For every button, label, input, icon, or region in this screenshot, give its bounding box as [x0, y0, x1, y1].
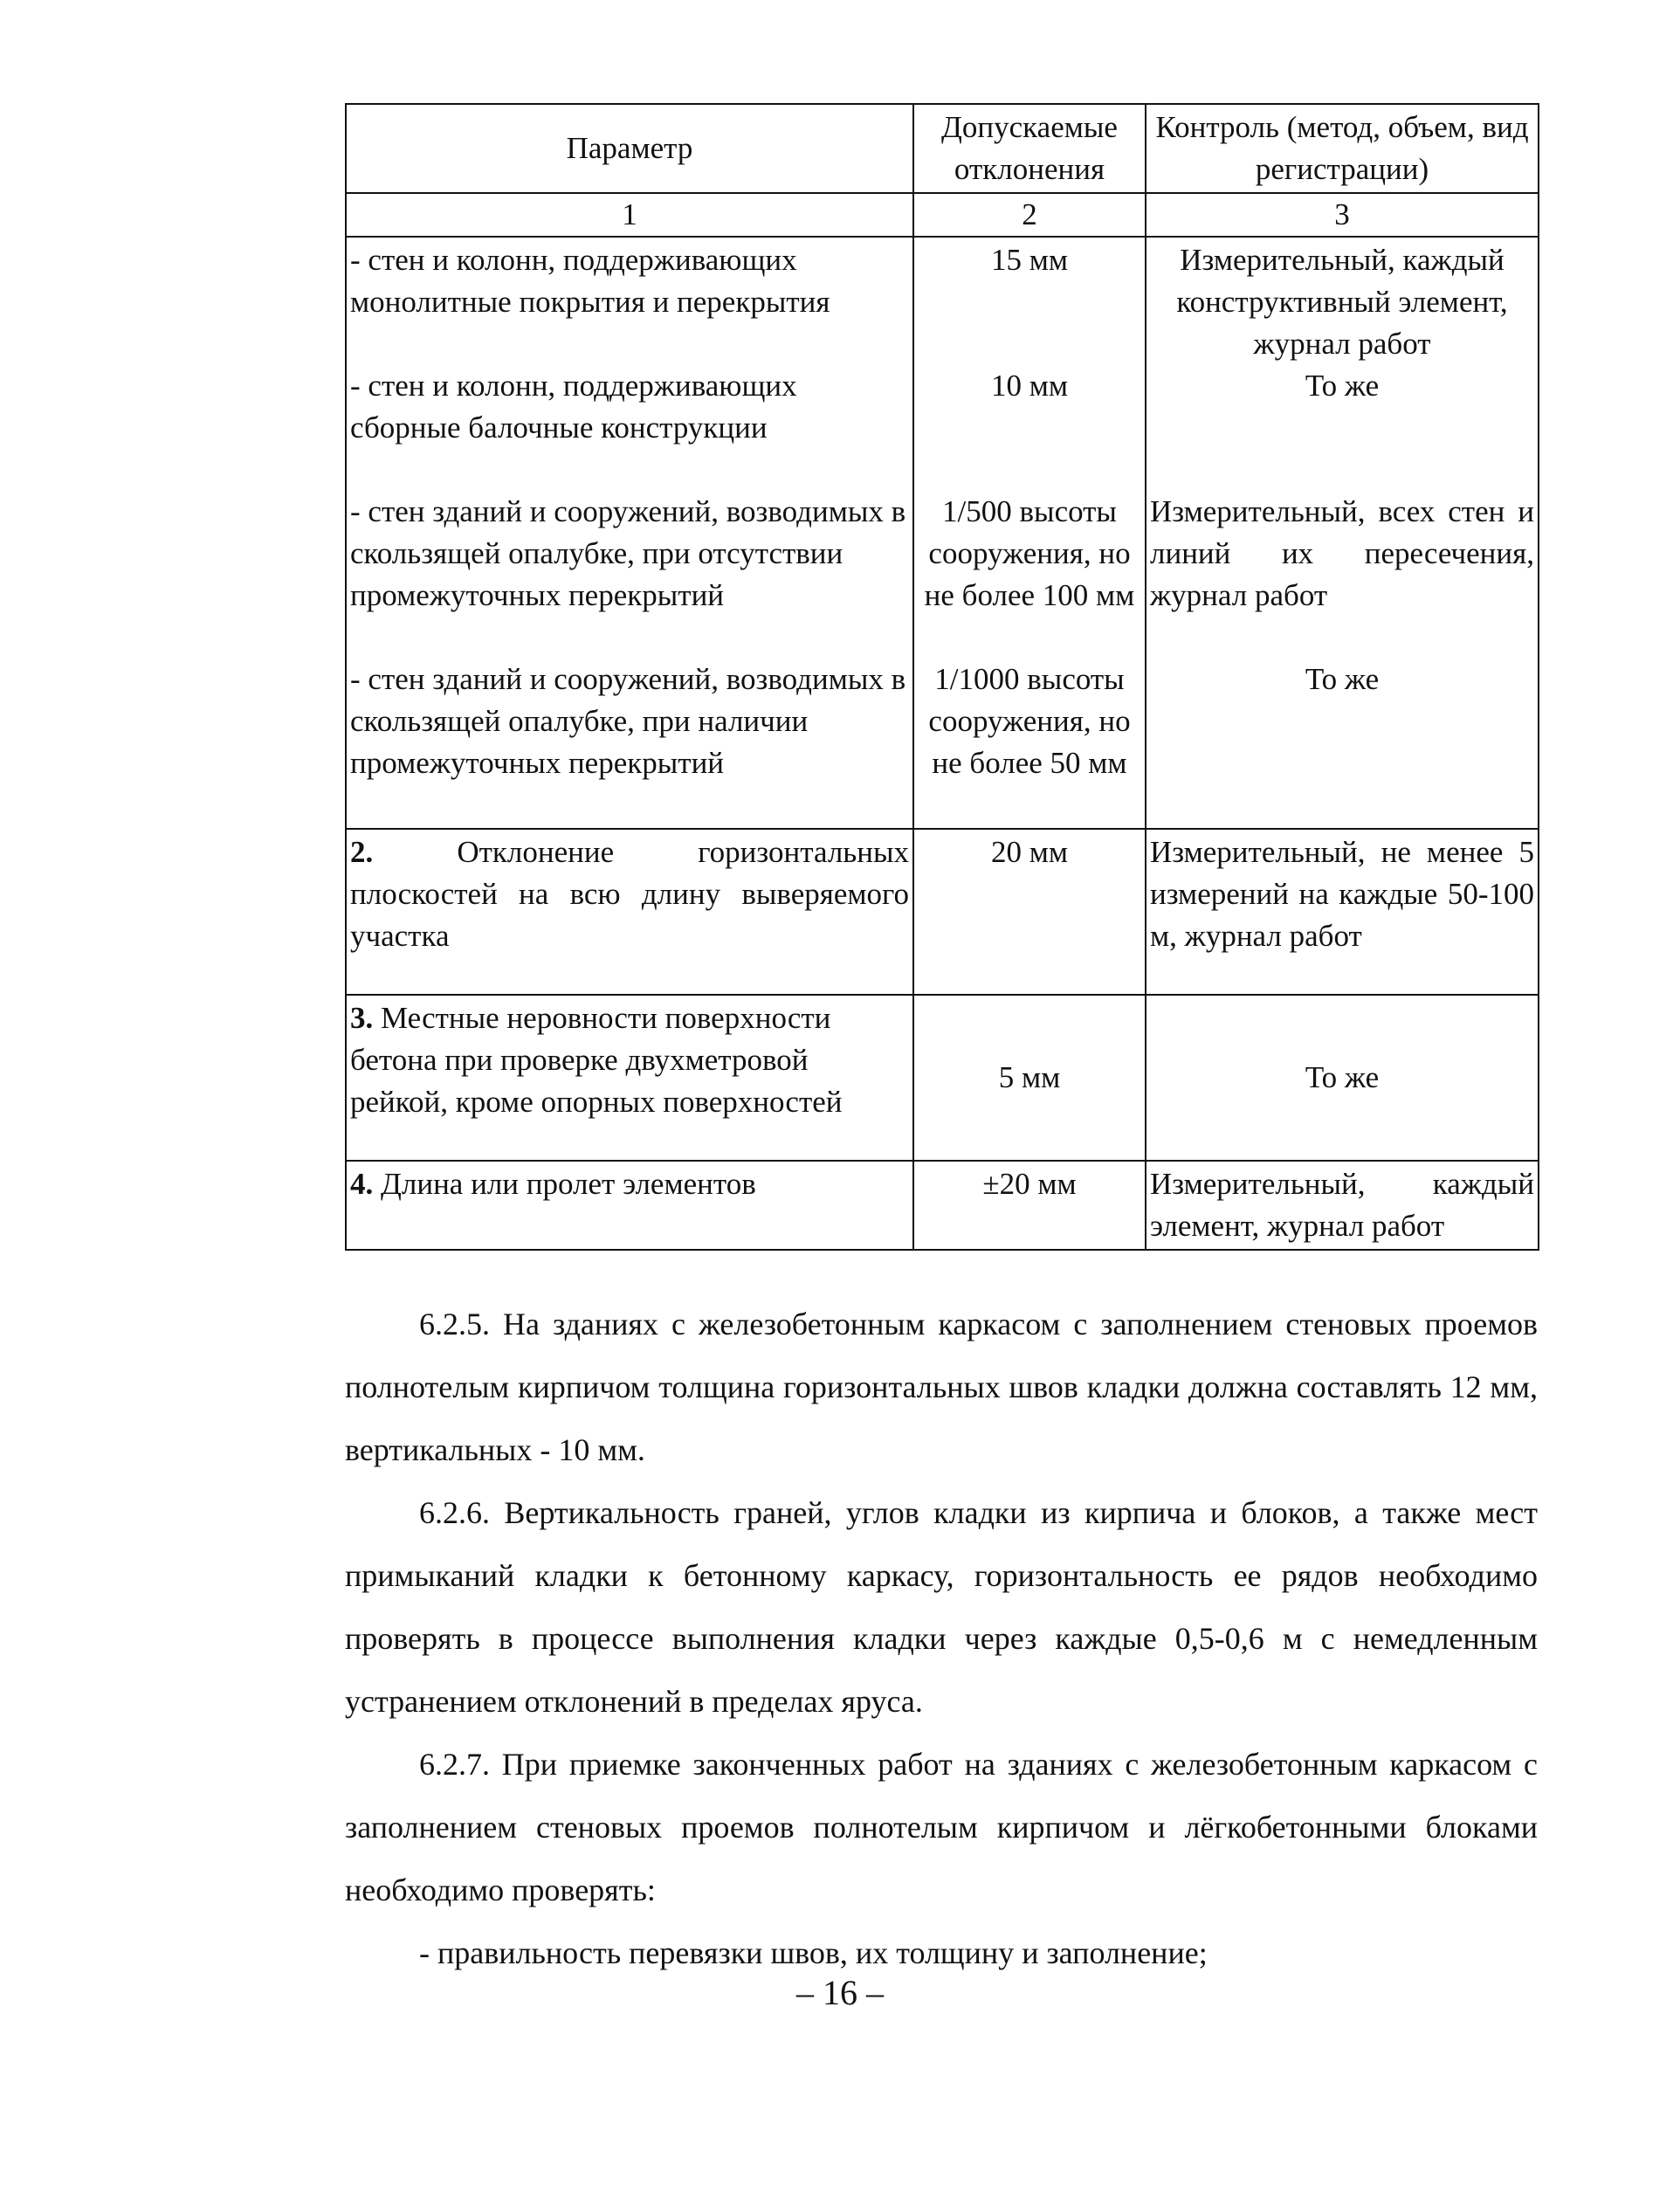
tolerance-item: 1/1000 высоты сооружения, но не более 50 мм — [928, 662, 1131, 780]
column-number: 1 — [346, 193, 913, 237]
column-number-row — [346, 193, 1539, 237]
control-cell: То же — [1146, 995, 1539, 1161]
control-cell: Измерительный, каждый элемент, журнал работ — [1146, 1161, 1539, 1250]
param-cell — [346, 1161, 913, 1250]
column-number: 2 — [913, 193, 1146, 237]
bullet-paragraph: - правильность перевязки швов, их толщину и заполнение; — [419, 1935, 1208, 1970]
table-row — [346, 995, 1539, 1161]
control-item: Измерительный, всех стен и линий их пересечения, журнал работ — [1150, 494, 1534, 612]
body-text — [345, 1293, 1538, 1984]
control-item: То же — [1305, 369, 1380, 403]
paragraph: 6.2.7. При приемке законченных работ на зданиях с железобетонным каркасом с заполнением стеновых проемов полнотелым кирпичом и лёгкобетонными блоками необходимо проверять: — [345, 1747, 1538, 1907]
control-item: Измерительный, каждый конструктивный элемент, журнал работ — [1176, 243, 1508, 361]
paragraph: 6.2.5. На зданиях с железобетонным каркасом с заполнением стеновых проемов полнотелым кирпичом толщина горизонтальных швов кладки должна составлять 12 мм, вертикальных - 10 мм. — [345, 1307, 1538, 1467]
param-text: Местные неровности поверхности бетона при проверке двухметровой рейкой, кроме опорных поверхностей — [350, 1001, 843, 1119]
tolerance-cell: 20 мм — [913, 829, 1146, 995]
param-item: - стен зданий и сооружений, возводимых в скользящей опалубке, при наличии промежуточных перекрытий — [350, 662, 906, 780]
param-cell — [346, 995, 913, 1161]
param-text: Длина или пролет элементов — [381, 1167, 756, 1201]
control-cell — [1146, 237, 1539, 829]
paragraph: 6.2.6. Вертикальность граней, углов кладки из кирпича и блоков, а также мест примыканий кладки к бетонному каркасу, горизонтальность ее рядов необходимо проверять в процессе выполнения кладки через каждые 0,5-0,6 м с немедленным устранением отклонений в пределах яруса. — [345, 1495, 1538, 1719]
tolerance-table-container — [345, 103, 1538, 1251]
tolerance-item: 15 мм — [990, 243, 1069, 277]
tolerance-item: 1/500 высоты сооружения, но не более 100 мм — [924, 494, 1135, 612]
page-number: – 16 – — [796, 1973, 884, 2012]
item-number: 3. — [350, 1001, 374, 1035]
table-header-row — [346, 104, 1539, 193]
item-number: 2. — [350, 835, 374, 869]
tolerance-cell: 5 мм — [913, 995, 1146, 1161]
tolerance-cell — [913, 237, 1146, 829]
header-parameter: Параметр — [346, 104, 913, 193]
param-item: - стен зданий и сооружений, возводимых в скользящей опалубке, при отсутствии промежуточных перекрытий — [350, 494, 906, 612]
table-row — [346, 237, 1539, 829]
param-cell — [346, 237, 913, 829]
tolerance-item: 10 мм — [990, 369, 1069, 403]
table-row — [346, 1161, 1539, 1250]
param-item: - стен и колонн, поддерживающих монолитные покрытия и перекрытия — [350, 243, 830, 319]
table-row — [346, 829, 1539, 995]
tolerance-table — [345, 103, 1539, 1251]
param-cell — [346, 829, 913, 995]
item-number: 4. — [350, 1167, 374, 1201]
control-cell: Измерительный, не менее 5 измерений на каждые 50-100 м, журнал работ — [1146, 829, 1539, 995]
column-number: 3 — [1146, 193, 1539, 237]
param-text: Отклонение горизонтальных плоскостей на всю длину выверяемого участка — [350, 835, 910, 953]
control-item: То же — [1305, 662, 1380, 696]
tolerance-cell: ±20 мм — [913, 1161, 1146, 1250]
param-item: - стен и колонн, поддерживающих сборные балочные конструкции — [350, 369, 797, 445]
header-control: Контроль (метод, объем, вид регистрации) — [1146, 104, 1539, 193]
header-tolerance: Допускаемые отклонения — [913, 104, 1146, 193]
